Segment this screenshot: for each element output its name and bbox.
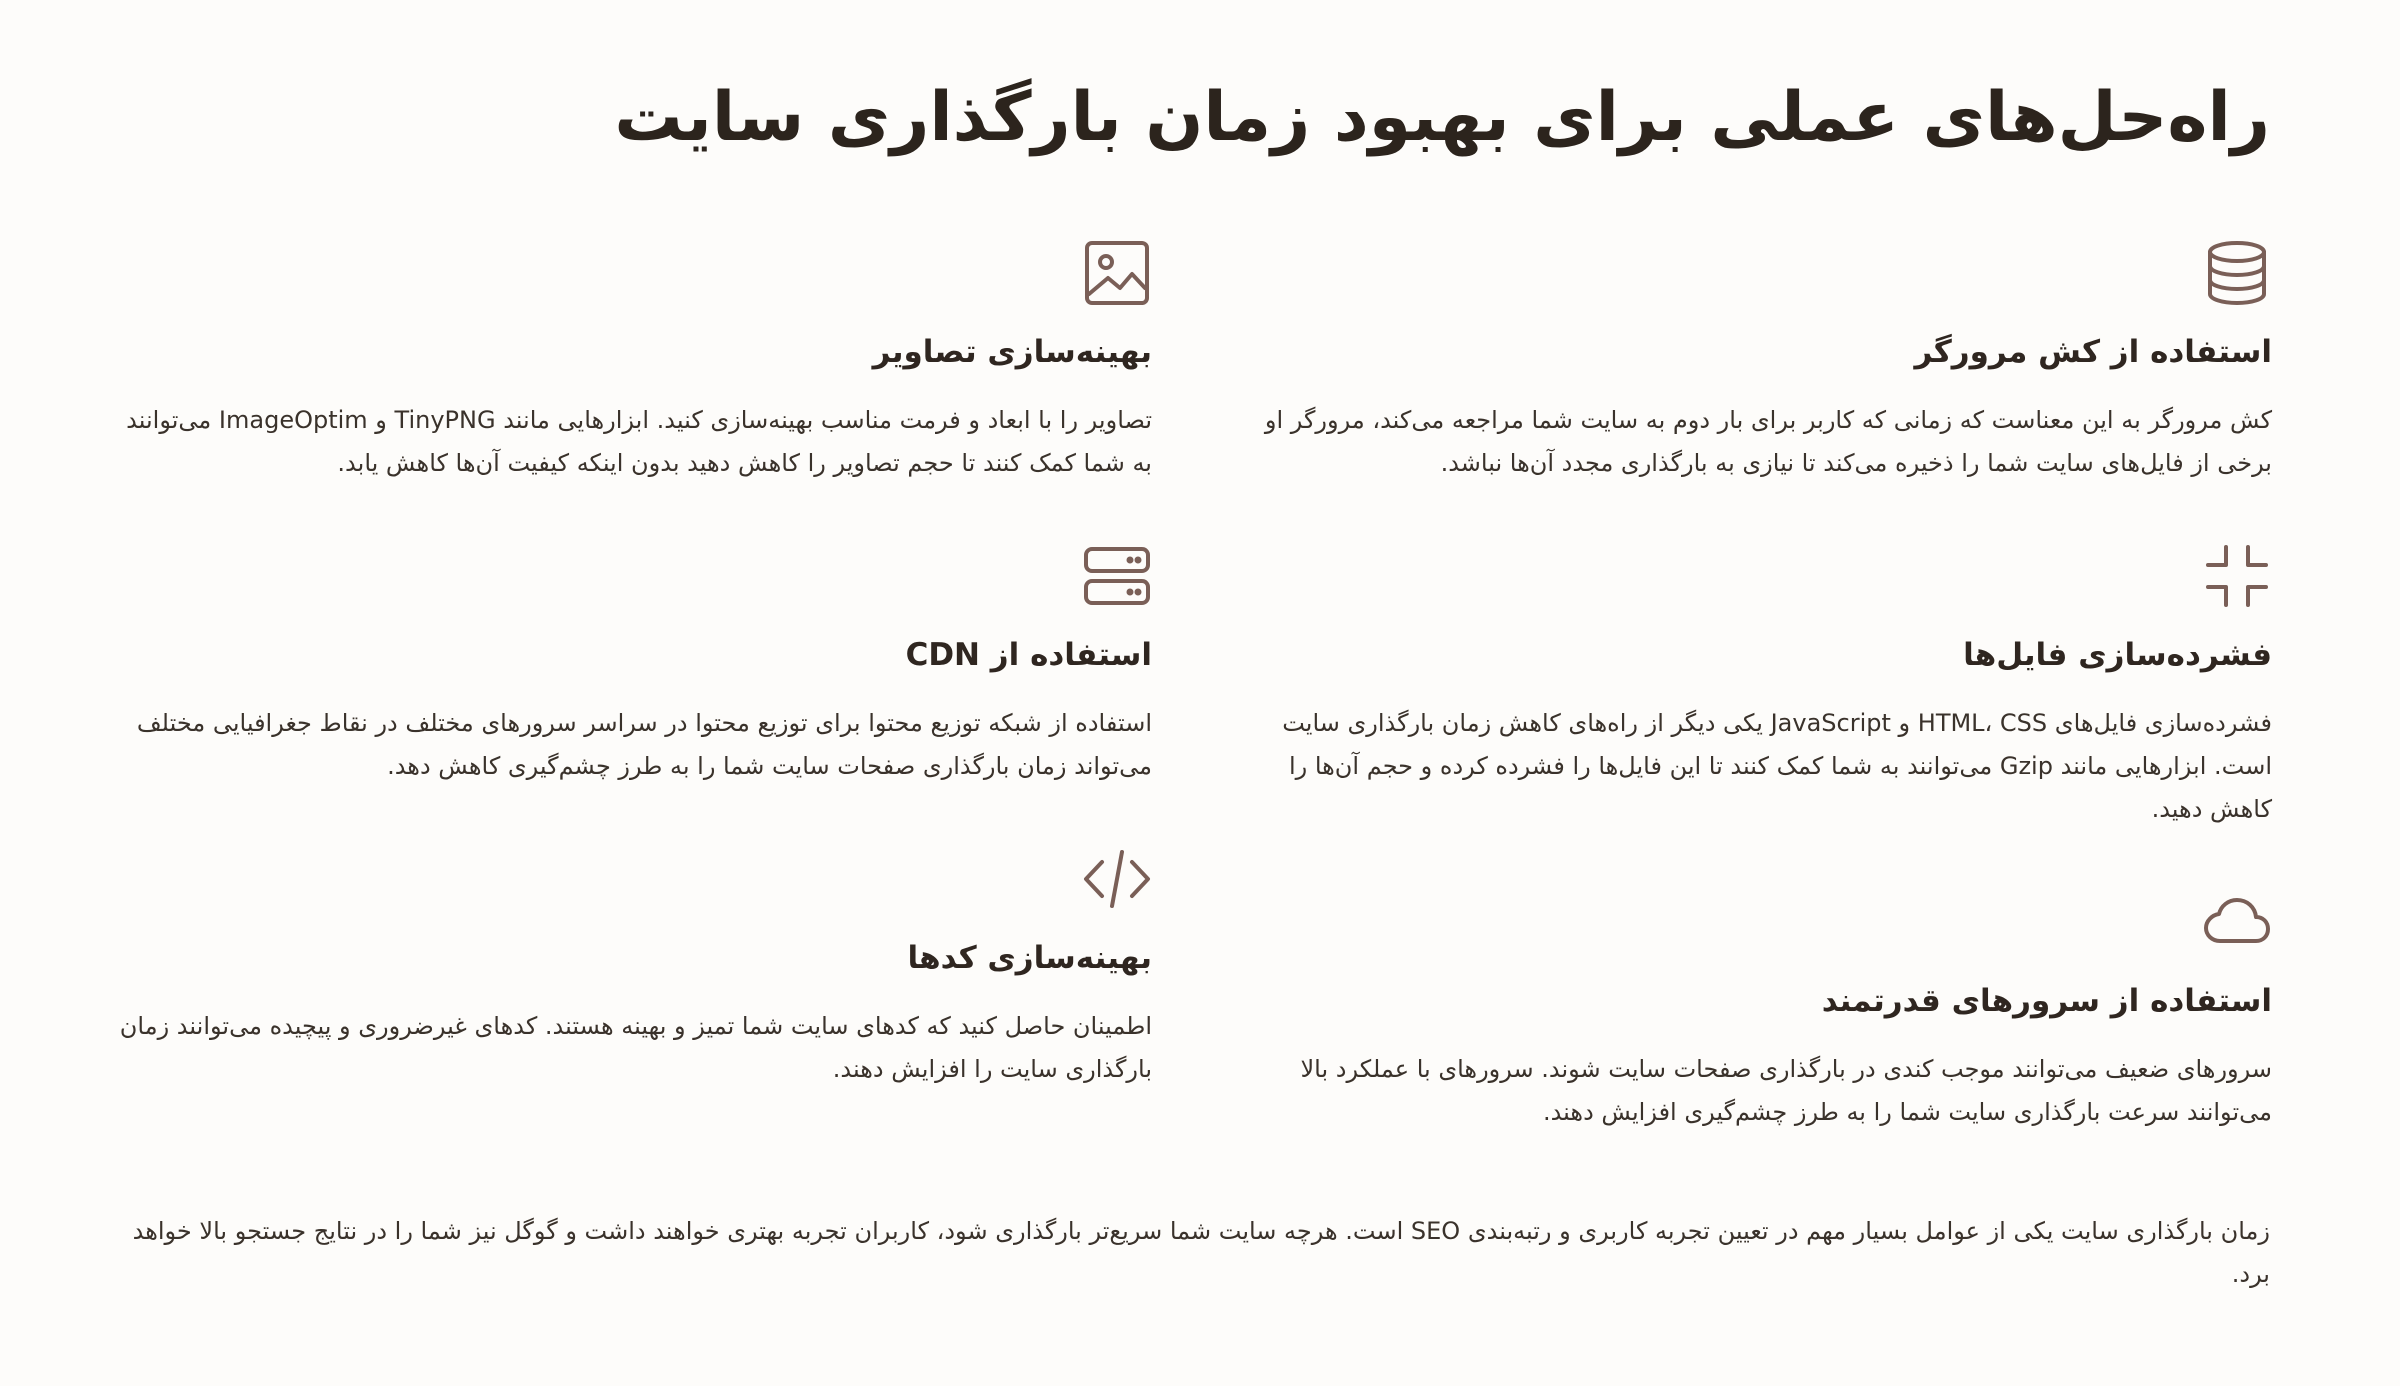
card-text: فشرده‌سازی فایل‌های HTML، CSS و JavaScript یکی دیگر از راه‌های کاهش زمان بارگذاری سایت است. ابزارهایی مانند Gzip می‌توانند به شما کمک کنند تا این فایل‌ها را فشرده کرده و حجم آن‌ها را کاهش دهید. xyxy=(1282,708,2272,823)
card-title: استفاده از CDN xyxy=(905,636,1152,673)
solutions-column-left xyxy=(112,238,1152,1190)
card-file-compression xyxy=(1232,541,2272,831)
image-icon xyxy=(1082,238,1152,308)
compress-icon xyxy=(2202,541,2272,611)
solutions-column-right xyxy=(1232,238,2272,1190)
card-title: بهینه‌سازی کدها xyxy=(907,939,1152,976)
card-title: استفاده از کش مرورگر xyxy=(1914,334,2272,370)
card-title: فشرده‌سازی فایل‌ها xyxy=(1963,636,2272,673)
code-icon xyxy=(1082,844,1152,914)
card-title: بهینه‌سازی تصاویر xyxy=(872,334,1152,370)
card-text: اطمینان حاصل کنید که کدهای سایت شما تمیز و بهینه هستند. کدهای غیرضروری و پیچیده می‌توانند زمان بارگذاری سایت را افزایش دهند. xyxy=(119,1011,1152,1083)
card-text: سرورهای ضعیف می‌توانند موجب کندی در بارگذاری صفحات سایت شوند. سرورهای با عملکرد بالا می‌توانند سرعت بارگذاری سایت شما را به طرز چشم‌گیری افزایش دهند. xyxy=(1300,1054,2272,1126)
card-text: استفاده از شبکه توزیع محتوا برای توزیع محتوا در سراسر سرورهای مختلف در نقاط جغرافیایی مختلف می‌تواند زمان بارگذاری صفحات سایت شما را به طرز چشم‌گیری کاهش دهد. xyxy=(136,708,1152,780)
card-text: کش مرورگر به این معناست که زمانی که کاربر برای بار دوم به سایت شما مراجعه می‌کند، مرورگر او برخی از فایل‌های سایت شما را ذخیره می‌کند تا نیازی به بارگذاری مجدد آن‌ها نباشد. xyxy=(1264,405,2272,477)
server-icon xyxy=(1082,541,1152,611)
cloud-icon xyxy=(2202,887,2272,957)
page-title: راه‌حل‌های عملی برای بهبود زمان بارگذاری سایت xyxy=(614,78,2270,157)
card-browser-cache xyxy=(1232,238,2272,485)
database-icon xyxy=(2202,238,2272,308)
solutions-grid xyxy=(112,238,2272,1190)
card-image-optimization xyxy=(112,238,1152,485)
card-cdn xyxy=(112,541,1152,788)
footer-text: زمان بارگذاری سایت یکی از عوامل بسیار مهم در تعیین تجربه کاربری و رتبه‌بندی SEO است. هرچه سایت شما سریع‌تر بارگذاری شود، کاربران تجربه بهتری خواهند داشت و گوگل نیز شما را در نتایج جستجو بالا خواهد برد. xyxy=(132,1217,2270,1288)
card-text: تصاویر را با ابعاد و فرمت مناسب بهینه‌سازی کنید. ابزارهایی مانند TinyPNG و ImageOptim می‌توانند به شما کمک کنند تا حجم تصاویر را کاهش دهید بدون اینکه کیفیت آن‌ها کاهش یابد. xyxy=(126,405,1152,477)
card-title: استفاده از سرورهای قدرتمند xyxy=(1821,982,2272,1019)
card-code-optimization xyxy=(112,844,1152,1091)
card-powerful-servers xyxy=(1232,887,2272,1134)
